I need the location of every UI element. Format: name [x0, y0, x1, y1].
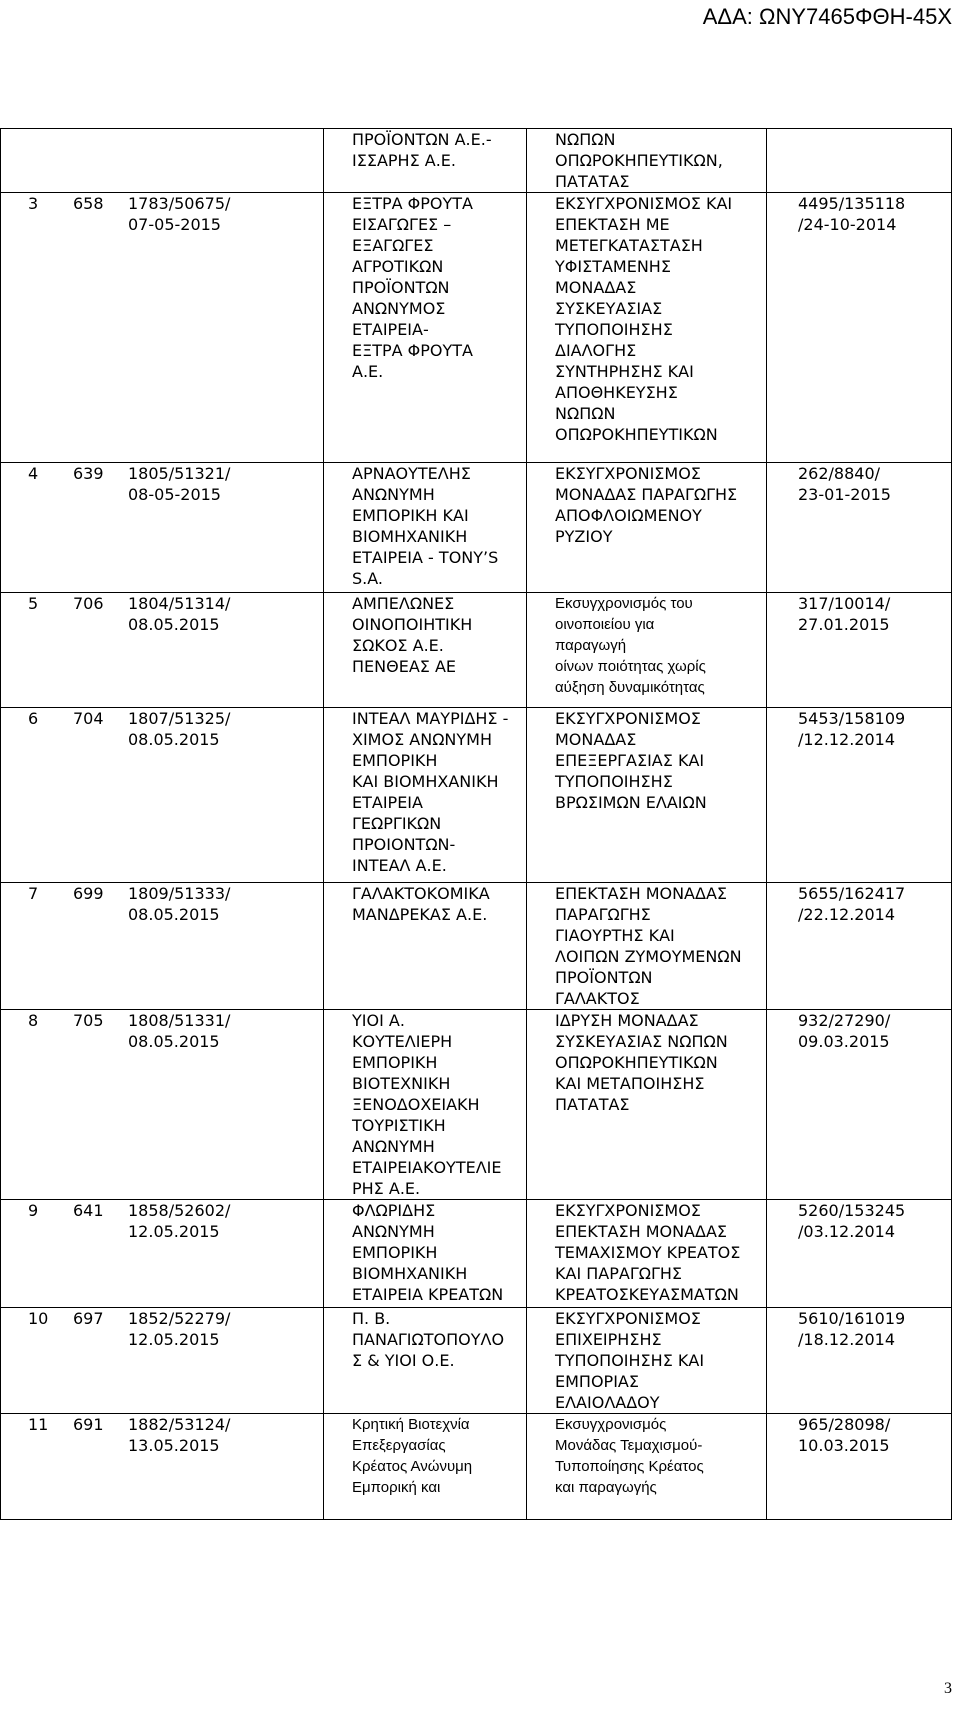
project-cell: ΕΚΣΥΓΧΡΟΝΙΣΜΟΣ ΜΟΝΑΔΑΣ ΠΑΡΑΓΩΓΗΣ ΑΠΟΦΛΟΙΩΜΕΝΟΥ ΡΥΖΙΟΥ [527, 463, 767, 593]
decision-cell: 317/10014/ 27.01.2015 [767, 593, 952, 708]
row-identifiers-cell [1, 708, 324, 883]
row-code: 658 [73, 194, 104, 213]
project-cell: ΕΚΣΥΓΧΡΟΝΙΣΜΟΣ ΕΠΙΧΕΙΡΗΣΗΣ ΤΥΠΟΠΟΙΗΣΗΣ ΚΑΙ ΕΜΠΟΡΙΑΣ ΕΛΑΙΟΛΑΔΟΥ [527, 1308, 767, 1414]
row-code: 705 [73, 1011, 104, 1030]
row-identifiers-cell [1, 193, 324, 463]
row-identifiers-cell [1, 463, 324, 593]
row-number: 7 [28, 884, 39, 903]
row-protocol: 1807/51325/ 08.05.2015 [128, 709, 231, 749]
decision-cell: 5260/153245 /03.12.2014 [767, 1200, 952, 1308]
company-cell: ΦΛΩΡΙΔΗΣ ΑΝΩΝΥΜΗ ΕΜΠΟΡΙΚΗ ΒΙΟΜΗΧΑΝΙΚΗ ΕΤΑΙΡΕΙΑ ΚΡΕΑΤΩΝ [324, 1200, 527, 1308]
row-number: 5 [28, 594, 39, 613]
row-identifiers-cell [1, 1308, 324, 1414]
project-cell: ΕΠΕΚΤΑΣΗ ΜΟΝΑΔΑΣ ΠΑΡΑΓΩΓΗΣ ΓΙΑΟΥΡΤΗΣ ΚΑΙ ΛΟΙΠΩΝ ΖΥΜΟΥΜΕΝΩΝ ΠΡΟΪΟΝΤΩΝ ΓΑΛΑΚΤΟΣ [527, 883, 767, 1010]
project-cell: ΕΚΣΥΓΧΡΟΝΙΣΜΟΣ ΕΠΕΚΤΑΣΗ ΜΟΝΑΔΑΣ ΤΕΜΑΧΙΣΜΟΥ ΚΡΕΑΤΟΣ ΚΑΙ ΠΑΡΑΓΩΓΗΣ ΚΡΕΑΤΟΣΚΕΥΑΣΜΑΤΩΝ [527, 1200, 767, 1308]
row-code: 639 [73, 464, 104, 483]
decision-cell: 5453/158109 /12.12.2014 [767, 708, 952, 883]
row-number: 3 [28, 194, 39, 213]
decision-cell: 4495/135118 /24-10-2014 [767, 193, 952, 463]
company-cell: ΥΙΟΙ Α. ΚΟΥΤΕΛΙΕΡΗ ΕΜΠΟΡΙΚΗ ΒΙΟΤΕΧΝΙΚΗ ΞΕΝΟΔΟΧΕΙΑΚΗ ΤΟΥΡΙΣΤΙΚΗ ΑΝΩΝΥΜΗ ΕΤΑΙΡΕΙΑΚΟΥΤΕΛΙΕ ΡΗΣ Α.Ε. [324, 1010, 527, 1200]
row-protocol: 1852/52279/ 12.05.2015 [128, 1309, 231, 1349]
row-code: 699 [73, 884, 104, 903]
table-row [1, 1308, 952, 1414]
row-protocol: 1858/52602/ 12.05.2015 [128, 1201, 231, 1241]
table-row [1, 193, 952, 463]
page-number: 3 [944, 1680, 952, 1697]
row-identifiers-cell [1, 883, 324, 1010]
row-identifiers-cell [1, 593, 324, 708]
decision-cell [767, 129, 952, 193]
company-cell: ΑΡΝΑΟΥΤΕΛΗΣ ΑΝΩΝΥΜΗ ΕΜΠΟΡΙΚΗ ΚΑΙ ΒΙΟΜΗΧΑΝΙΚΗ ΕΤΑΙΡΕΙΑ - TONY’S S.A. [324, 463, 527, 593]
table-row [1, 1010, 952, 1200]
company-cell: ΕΞΤΡΑ ΦΡΟΥΤΑ ΕΙΣΑΓΩΓΕΣ – ΕΞΑΓΩΓΕΣ ΑΓΡΟΤΙΚΩΝ ΠΡΟΪΟΝΤΩΝ ΑΝΩΝΥΜΟΣ ΕΤΑΙΡΕΙΑ- ΕΞΤΡΑ ΦΡΟΥΤΑ Α.Ε. [324, 193, 527, 463]
company-cell: ΓΑΛΑΚΤΟΚΟΜΙΚΑ ΜΑΝΔΡΕΚΑΣ Α.Ε. [324, 883, 527, 1010]
decision-cell: 262/8840/ 23-01-2015 [767, 463, 952, 593]
row-identifiers-cell [1, 1010, 324, 1200]
row-identifiers-cell [1, 1200, 324, 1308]
table-row [1, 1414, 952, 1520]
table-row [1, 463, 952, 593]
row-code: 697 [73, 1309, 104, 1328]
row-protocol: 1783/50675/ 07-05-2015 [128, 194, 231, 234]
decision-cell: 932/27290/ 09.03.2015 [767, 1010, 952, 1200]
company-cell: ΑΜΠΕΛΩΝΕΣ ΟΙΝΟΠΟΙΗΤΙΚΗ ΣΩΚΟΣ Α.Ε. ΠΕΝΘΕΑΣ ΑΕ [324, 593, 527, 708]
company-cell: Π. Β. ΠΑΝΑΓΙΩΤΟΠΟΥΛΟ Σ & ΥΙΟΙ Ο.Ε. [324, 1308, 527, 1414]
project-cell: ΕΚΣΥΓΧΡΟΝΙΣΜΟΣ ΚΑΙ ΕΠΕΚΤΑΣΗ ΜΕ ΜΕΤΕΓΚΑΤΑΣΤΑΣΗ ΥΦΙΣΤΑΜΕΝΗΣ ΜΟΝΑΔΑΣ ΣΥΣΚΕΥΑΣΙΑΣ ΤΥΠΟΠΟΙΗΣΗΣ ΔΙΑΛΟΓΗΣ ΣΥΝΤΗΡΗΣΗΣ ΚΑΙ ΑΠΟΘΗΚΕΥΣΗΣ ΝΩΠΩΝ ΟΠΩΡΟΚΗΠΕΥΤΙΚΩΝ [527, 193, 767, 463]
row-number: 11 [28, 1415, 49, 1434]
table-row [1, 129, 952, 193]
row-code: 704 [73, 709, 104, 728]
row-protocol: 1809/51333/ 08.05.2015 [128, 884, 231, 924]
row-identifiers-cell [1, 129, 324, 193]
company-cell: ΠΡΟΪΟΝΤΩΝ Α.Ε.- ΙΣΣΑΡΗΣ Α.Ε. [324, 129, 527, 193]
row-number: 9 [28, 1201, 39, 1220]
row-number: 6 [28, 709, 39, 728]
row-number: 8 [28, 1011, 39, 1030]
row-protocol: 1808/51331/ 08.05.2015 [128, 1011, 231, 1051]
decision-cell: 965/28098/ 10.03.2015 [767, 1414, 952, 1520]
table-row [1, 883, 952, 1010]
row-protocol: 1805/51321/ 08-05-2015 [128, 464, 231, 504]
row-number: 10 [28, 1309, 49, 1328]
company-cell: ΙΝΤΕΑΛ ΜΑΥΡΙΔΗΣ - ΧΙΜΟΣ ΑΝΩΝΥΜΗ ΕΜΠΟΡΙΚΗ ΚΑΙ ΒΙΟΜΗΧΑΝΙΚΗ ΕΤΑΙΡΕΙΑ ΓΕΩΡΓΙΚΩΝ ΠΡΟΙΟΝΤΩΝ- ΙΝΤΕΑΛ Α.Ε. [324, 708, 527, 883]
company-cell: Κρητική Βιοτεχνία Επεξεργασίας Κρέατος Ανώνυμη Εμπορική και [324, 1414, 527, 1520]
row-code: 706 [73, 594, 104, 613]
row-protocol: 1882/53124/ 13.05.2015 [128, 1415, 231, 1455]
project-cell: Εκσυγχρονισμός του οινοποιείου για παραγωγή οίνων ποιότητας χωρίς αύξηση δυναμικότητας [527, 593, 767, 708]
project-cell: ΝΩΠΩΝ ΟΠΩΡΟΚΗΠΕΥΤΙΚΩΝ, ΠΑΤΑΤΑΣ [527, 129, 767, 193]
project-cell: ΕΚΣΥΓΧΡΟΝΙΣΜΟΣ ΜΟΝΑΔΑΣ ΕΠΕΞΕΡΓΑΣΙΑΣ ΚΑΙ ΤΥΠΟΠΟΙΗΣΗΣ ΒΡΩΣΙΜΩΝ ΕΛΑΙΩΝ [527, 708, 767, 883]
project-cell: Εκσυγχρονισμός Μονάδας Τεμαχισμού- Τυποποίησης Κρέατος και παραγωγής [527, 1414, 767, 1520]
projects-table [0, 128, 952, 1520]
decision-cell: 5655/162417 /22.12.2014 [767, 883, 952, 1010]
project-cell: ΙΔΡΥΣΗ ΜΟΝΑΔΑΣ ΣΥΣΚΕΥΑΣΙΑΣ ΝΩΠΩΝ ΟΠΩΡΟΚΗΠΕΥΤΙΚΩΝ ΚΑΙ ΜΕΤΑΠΟΙΗΣΗΣ ΠΑΤΑΤΑΣ [527, 1010, 767, 1200]
ada-header: ΑΔΑ: ΩΝΥ7465ΦΘΗ-45Χ [702, 4, 952, 29]
table-row [1, 1200, 952, 1308]
row-protocol: 1804/51314/ 08.05.2015 [128, 594, 231, 634]
row-identifiers-cell [1, 1414, 324, 1520]
table-row [1, 708, 952, 883]
decision-cell: 5610/161019 /18.12.2014 [767, 1308, 952, 1414]
row-code: 641 [73, 1201, 104, 1220]
row-code: 691 [73, 1415, 104, 1434]
table-row [1, 593, 952, 708]
row-number: 4 [28, 464, 39, 483]
